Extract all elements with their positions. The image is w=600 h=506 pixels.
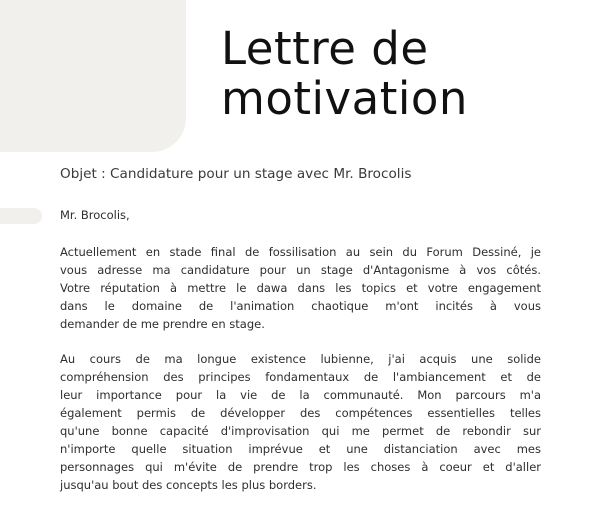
letter-paragraph-1 bbox=[60, 243, 541, 333]
paragraph-line: jusqu'au bout des concepts les plus borders. bbox=[60, 478, 317, 492]
paragraph-line: Au cours de ma longue existence lubienne, j'ai acquis une solide bbox=[60, 352, 541, 366]
paragraph-line: Actuellement en stade final de fossilisation au sein du Forum Dessiné, je bbox=[60, 245, 541, 259]
paragraph-line: leur importance pour la vie de la communauté. Mon parcours m'a bbox=[60, 388, 541, 402]
letter-subject: Objet : Candidature pour un stage avec Mr. Brocolis bbox=[60, 166, 412, 182]
paragraph-line: n'importe quelle situation imprévue et une distanciation avec mes bbox=[60, 442, 541, 456]
decorative-side-bar bbox=[0, 208, 42, 224]
paragraph-line: également permis de développer des compétences essentielles telles bbox=[60, 406, 541, 420]
page-title bbox=[221, 24, 591, 124]
paragraph-line: vous adresse ma candidature pour un stage d'Antagonisme à vos côtés. bbox=[60, 263, 541, 277]
paragraph-line: qu'une bonne capacité d'improvisation qui me permet de rebondir sur bbox=[60, 424, 541, 438]
letter-paragraph-2 bbox=[60, 350, 541, 494]
paragraph-line: demander de me prendre en stage. bbox=[60, 317, 265, 331]
letter-salutation: Mr. Brocolis, bbox=[60, 208, 130, 222]
decorative-corner-block bbox=[0, 0, 186, 152]
paragraph-line: dans le domaine de l'animation chaotique m'ont incités à vous bbox=[60, 299, 541, 313]
paragraph-line: personnages qui m'évite de prendre trop les choses à coeur et d'aller bbox=[60, 460, 541, 474]
paragraph-line: Votre réputation à mettre le dawa dans les topics et votre engagement bbox=[60, 281, 541, 295]
paragraph-line: compréhension des principes fondamentaux de l'ambiancement et de bbox=[60, 370, 541, 384]
title-line-1: Lettre de bbox=[221, 22, 429, 75]
title-line-2: motivation bbox=[221, 72, 468, 125]
